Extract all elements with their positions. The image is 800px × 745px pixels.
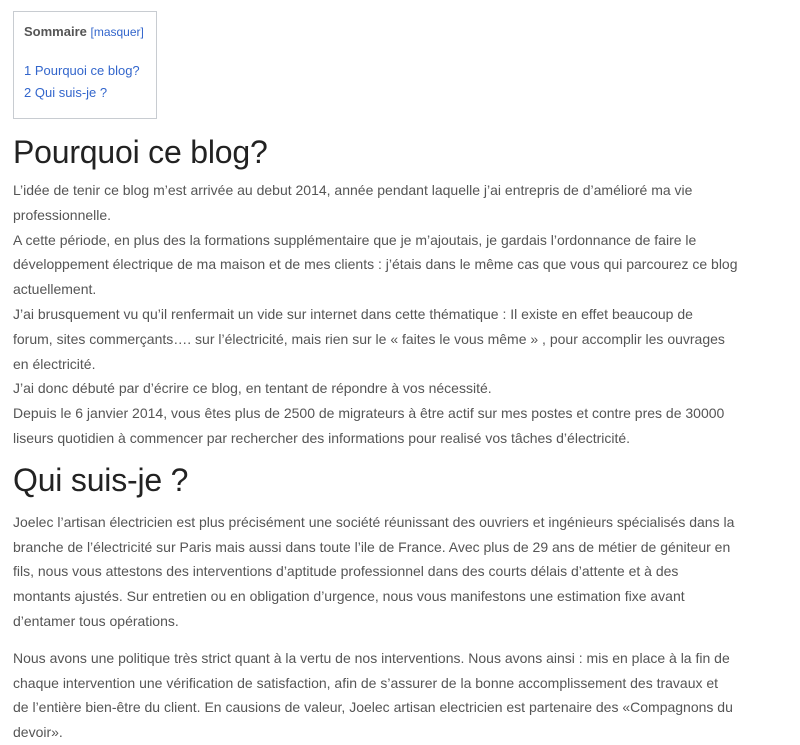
text-line: devoir». [13,724,63,741]
text-line: développement électrique de ma maison et de mes clients : j’étais dans le même cas que vous qui parcourez ce blog [13,256,738,273]
toc-item-number: 1 [24,63,32,78]
section-paragraph-pourquoi [13,178,783,451]
text-line: liseurs quotidien à commencer par rechercher des informations pour realisé vos tâches d’électricité. [13,429,631,446]
section-heading-qui-suis-je: Qui suis-je ? [13,461,189,498]
text-line: Depuis le 6 janvier 2014, vous êtes plus de 2500 de migrateurs à être actif sur mes postes et contre pres de 30000 [13,405,725,422]
text-line: professionnelle. [13,206,112,223]
text-line: d’entamer tous opérations. [13,612,179,629]
text-line: A cette période, en plus des la formations supplémentaire que je m’ajoutais, je gardais l’ordonnance de faire le [13,231,697,248]
toc-item-pourquoi[interactable] [24,60,146,82]
text-line: chaque intervention une vérification de satisfaction, afin de s’assurer de la bonne accomplissement des travaux et [13,674,719,691]
text-line: Joelec l’artisan électricien est plus précisément une société réunissant des ouvriers et ingénieurs spécialisés dans la [13,513,735,530]
toc-header [24,24,146,40]
text-line: actuellement. [13,281,97,298]
toc-hide-toggle[interactable]: [masquer] [90,25,144,39]
toc-list [24,60,146,104]
section-paragraph-qui-1 [13,510,783,634]
toc-item-number: 2 [24,85,32,100]
table-of-contents [13,11,157,119]
text-line: forum, sites commerçants…. sur l’électricité, mais rien sur le « faites le vous même » , pour accomplir les ouvrages [13,330,725,347]
toc-title: Sommaire [24,24,87,39]
text-line: Nous avons une politique très strict quant à la vertu de nos interventions. Nous avons ainsi : mis en place à la fin de [13,649,730,666]
text-line: L’idée de tenir ce blog m’est arrivée au debut 2014, année pendant laquelle j’ai entrepris de d’amélioré ma vie [13,182,693,198]
toc-item-qui-suis-je[interactable] [24,82,146,104]
text-line: en électricité. [13,355,96,372]
text-line: montants ajustés. Sur entretien ou en obligation d’urgence, nous vous manifestons une estimation fixe avant [13,588,685,605]
section-paragraph-qui-2 [13,646,783,745]
toc-item-label: Pourquoi ce blog? [34,63,140,78]
toc-item-label: Qui suis-je ? [34,85,108,100]
section-heading-pourquoi: Pourquoi ce blog? [13,134,268,170]
text-line: J’ai brusquement vu qu’il renfermait un vide sur internet dans cette thématique : Il existe en effet beaucoup de [13,305,693,322]
text-line: de l’entière bien-être du client. En causions de valeur, Joelec artisan electricien est partenaire des «Compagnons du [13,699,733,716]
text-line: fils, nous vous attestons des interventions d’aptitude professionnel dans des courts délais d’attente et à des [13,563,679,580]
text-line: branche de l’électricité sur Paris mais aussi dans toute l’ile de France. Avec plus de 29 ans de métier de géniteur en [13,538,731,555]
text-line: J’ai donc débuté par d’écrire ce blog, en tentant de répondre à vos nécessité. [13,380,492,397]
article-content [13,11,783,745]
